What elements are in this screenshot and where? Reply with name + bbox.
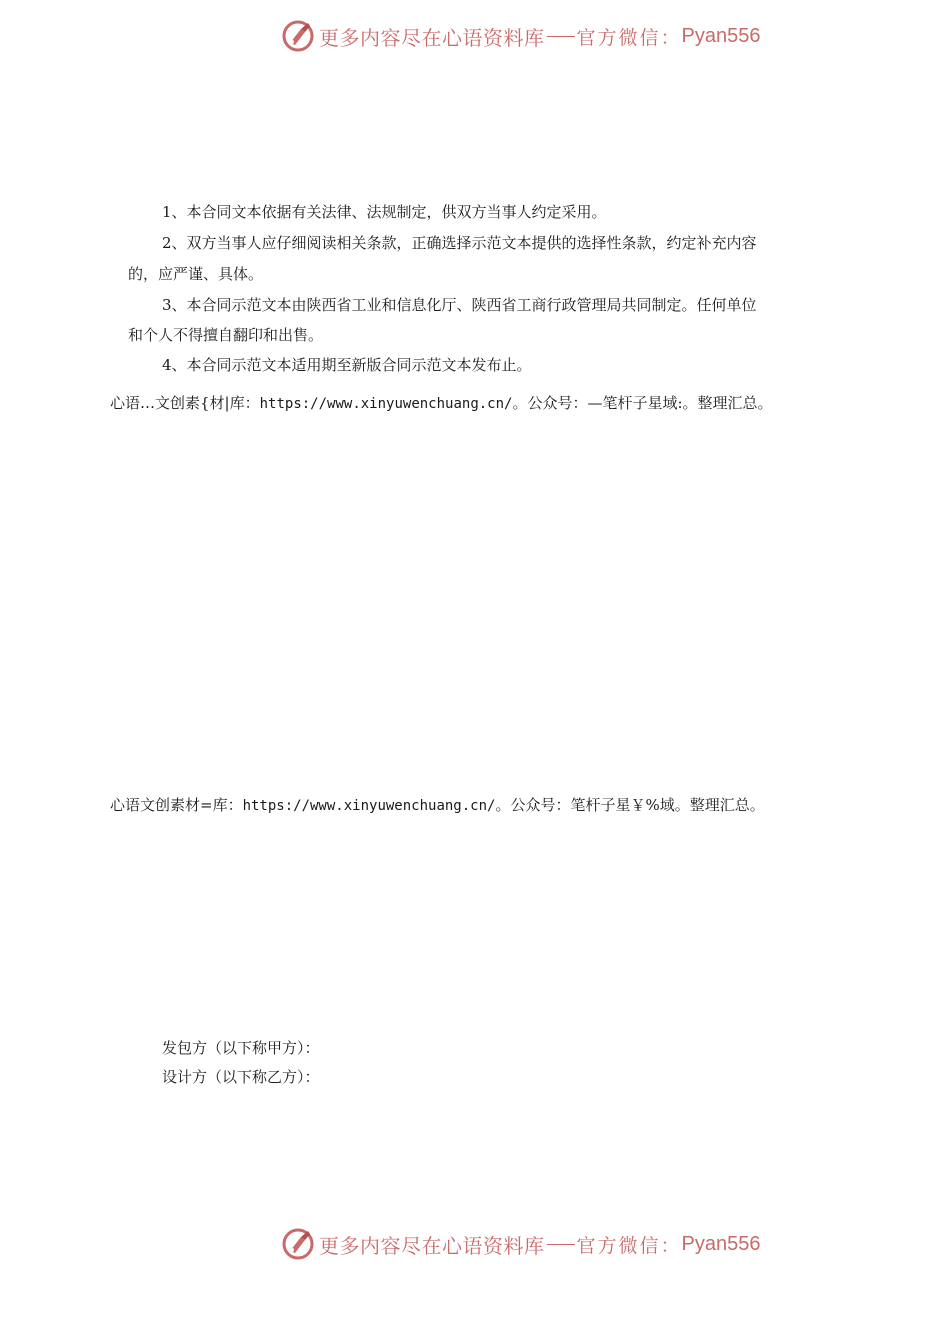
note-item-2-line-1: 2、双方当事人应仔细阅读相关条款，正确选择示范文本提供的选择性条款，约定补充内容 — [162, 234, 757, 252]
banner-label: 官方微信： — [576, 26, 682, 49]
banner-label: 官方微信： — [576, 1234, 682, 1257]
note-item-3-line-2: 和个人不得擅自翻印和出售。 — [128, 326, 324, 344]
note-item-4: 4、本合同示范文本适用期至新版合同示范文本发布止。 — [162, 356, 532, 374]
header-banner — [281, 18, 760, 54]
banner-text: 更多内容尽在心语资料库 — [319, 25, 545, 50]
quill-logo-icon — [281, 1227, 315, 1261]
watermark-2-prefix: 心语文创素材=库： — [110, 796, 243, 814]
watermark-2-url: https://www.xinyuwenchuang.cn/ — [242, 798, 496, 814]
banner-wechat-id: Pyan556 — [681, 24, 761, 47]
note-item-1: 1、本合同文本依据有关法律、法规制定，供双方当事人约定采用。 — [162, 203, 607, 221]
watermark-1-prefix: 心语…文创素{材|库： — [110, 394, 260, 412]
watermark-2-suffix: 。公众号：笔杆子星￥%域。整理汇总。 — [495, 796, 765, 814]
note-item-3-line-1: 3、本合同示范文本由陕西省工业和信息化厅、陕西省工商行政管理局共同制定。任何单位 — [162, 296, 757, 314]
footer-banner — [281, 1226, 760, 1262]
note-item-2-line-2: 的，应严谨、具体。 — [128, 265, 264, 283]
banner-dash — [547, 36, 575, 37]
party-b-label: 设计方（以下称乙方）： — [162, 1068, 320, 1086]
watermark-line-2 — [110, 796, 765, 815]
banner-text: 更多内容尽在心语资料库 — [319, 1233, 545, 1258]
banner-dash — [547, 1244, 575, 1245]
party-a-label: 发包方（以下称甲方）： — [162, 1039, 320, 1057]
banner-wechat-id: Pyan556 — [681, 1232, 761, 1255]
watermark-line-1 — [110, 394, 773, 413]
quill-logo-icon — [281, 19, 315, 53]
watermark-1-suffix: 。公众号：—笔杆子星域:。整理汇总。 — [512, 394, 773, 412]
watermark-1-url: https://www.xinyuwenchuang.cn/ — [259, 396, 513, 412]
